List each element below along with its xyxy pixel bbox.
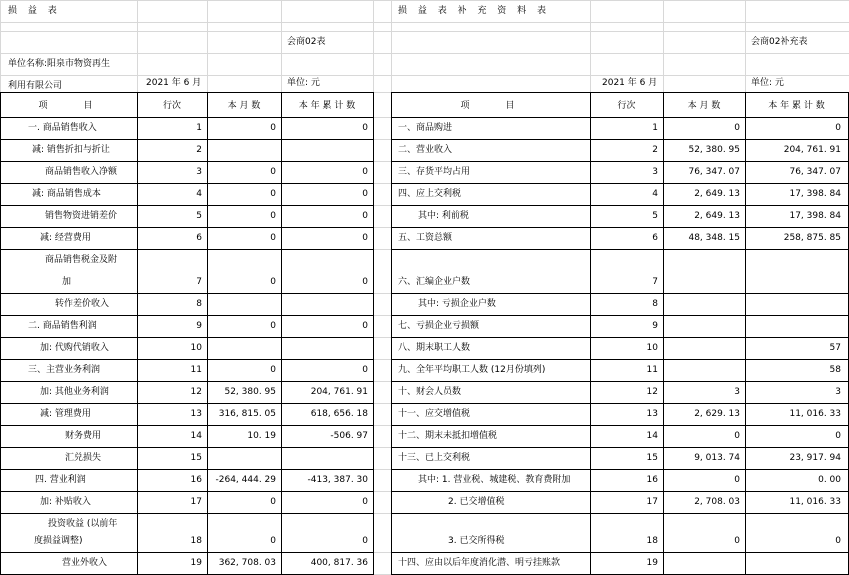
table-border bbox=[373, 92, 374, 574]
left-row-line-no: 10 bbox=[190, 343, 202, 353]
left-row-month: 0 bbox=[270, 536, 276, 546]
left-row-item-cont: 加 bbox=[62, 277, 72, 287]
left-header-month: 本 月 数 bbox=[227, 101, 261, 111]
left-row-item: 加: 补贴收入 bbox=[40, 497, 91, 507]
left-row-month: 0 bbox=[270, 233, 276, 243]
right-row-item: 七、亏损企业亏损额 bbox=[398, 321, 480, 331]
right-row-month bbox=[663, 271, 740, 293]
left-row-item: 营业外收入 bbox=[62, 558, 108, 568]
gridline-row bbox=[0, 22, 849, 23]
left-row-item: 四. 营业利润 bbox=[35, 475, 86, 485]
right-row-line-no: 6 bbox=[652, 233, 658, 243]
left-row-ytd: 0 bbox=[362, 536, 368, 546]
right-row-ytd: 57 bbox=[829, 343, 841, 353]
right-row-ytd: 0 bbox=[835, 123, 841, 133]
right-row-item: 其中: 利前税 bbox=[418, 211, 469, 221]
gridline-row bbox=[0, 31, 849, 32]
left-row-month: 52, 380. 95 bbox=[224, 387, 276, 397]
left-row-item: 减: 经营费用 bbox=[40, 233, 91, 243]
table-border bbox=[0, 92, 374, 93]
table-border bbox=[391, 513, 849, 514]
right-row-ytd: 204, 761. 91 bbox=[783, 145, 841, 155]
left-row-item: 一. 商品销售收入 bbox=[28, 123, 97, 133]
table-border bbox=[391, 249, 849, 250]
right-row-month bbox=[663, 359, 740, 381]
left-row-line-no: 1 bbox=[196, 123, 202, 133]
right-row-item: 一、商品购进 bbox=[398, 123, 453, 133]
right-row-month: 2, 708. 03 bbox=[694, 497, 740, 507]
table-border bbox=[391, 92, 392, 574]
right-row-item: 四、应上交利税 bbox=[398, 189, 462, 199]
right-row-item: 其中: 亏损企业户数 bbox=[418, 299, 496, 309]
right-row-item: 十、财会人员数 bbox=[398, 387, 462, 397]
right-row-ytd: 23, 917. 94 bbox=[789, 453, 841, 463]
right-row-month: 76, 347. 07 bbox=[688, 167, 740, 177]
left-row-line-no: 15 bbox=[190, 453, 202, 463]
left-row-item: 财务费用 bbox=[65, 431, 102, 441]
left-row-ytd bbox=[281, 447, 368, 469]
left-row-ytd: -506. 97 bbox=[330, 431, 368, 441]
left-header-ytd: 本 年 累 计 数 bbox=[298, 101, 356, 111]
right-row-item: 十四、应由以后年度消化潜、明亏挂账款 bbox=[398, 558, 561, 568]
right-unit: 单位: 元 bbox=[751, 78, 784, 88]
right-row-item: 2. 已交增值税 bbox=[448, 497, 505, 507]
left-row-line-no: 17 bbox=[190, 497, 202, 507]
left-row-ytd: 0 bbox=[362, 365, 368, 375]
left-row-month: 0 bbox=[270, 211, 276, 221]
left-row-month: 0 bbox=[270, 365, 276, 375]
right-row-line-no: 13 bbox=[646, 409, 658, 419]
right-row-ytd bbox=[745, 315, 841, 337]
left-row-line-no: 12 bbox=[190, 387, 202, 397]
right-header-line-no: 行次 bbox=[617, 101, 636, 111]
right-row-ytd: 11, 016. 33 bbox=[789, 497, 841, 507]
right-row-item: 六、汇编企业户数 bbox=[398, 277, 471, 287]
left-row-month: 362, 708. 03 bbox=[218, 558, 276, 568]
left-row-month bbox=[207, 139, 276, 161]
left-header-item: 项 目 bbox=[38, 101, 99, 111]
right-row-ytd: 258, 875. 85 bbox=[783, 233, 841, 243]
left-row-item: 汇兑损失 bbox=[65, 453, 102, 463]
right-header-month: 本 月 数 bbox=[687, 101, 721, 111]
left-row-ytd: 0 bbox=[362, 233, 368, 243]
left-row-month: 0 bbox=[270, 277, 276, 287]
right-row-line-no: 8 bbox=[652, 299, 658, 309]
right-row-month: 0 bbox=[734, 431, 740, 441]
left-row-line-no: 11 bbox=[190, 365, 202, 375]
left-header-line-no: 行次 bbox=[162, 101, 181, 111]
left-row-line-no: 5 bbox=[196, 211, 202, 221]
right-row-line-no: 9 bbox=[652, 321, 658, 331]
left-row-month: -264, 444. 29 bbox=[215, 475, 276, 485]
left-row-ytd: 0 bbox=[362, 497, 368, 507]
right-form-code: 会商02补充表 bbox=[751, 37, 808, 47]
left-row-ytd bbox=[281, 139, 368, 161]
right-row-month bbox=[663, 552, 740, 574]
right-row-line-no: 16 bbox=[646, 475, 658, 485]
right-header-ytd: 本 年 累 计 数 bbox=[768, 101, 825, 111]
right-row-item: 三、存货平均占用 bbox=[398, 167, 471, 177]
left-row-ytd: 0 bbox=[362, 123, 368, 133]
left-form-code: 会商02表 bbox=[287, 37, 326, 47]
left-period: 2021 年 6 月 bbox=[146, 78, 202, 88]
left-table-title: 损 益 表 bbox=[8, 6, 61, 16]
right-row-line-no: 18 bbox=[646, 536, 658, 546]
left-row-line-no: 6 bbox=[196, 233, 202, 243]
right-row-line-no: 5 bbox=[652, 211, 658, 221]
left-row-line-no: 7 bbox=[196, 277, 202, 287]
left-row-month bbox=[207, 337, 276, 359]
right-row-month: 0 bbox=[734, 475, 740, 485]
right-row-month bbox=[663, 315, 740, 337]
left-row-line-no: 8 bbox=[196, 299, 202, 309]
left-row-ytd: 204, 761. 91 bbox=[310, 387, 368, 397]
left-row-month bbox=[207, 293, 276, 315]
left-row-item: 商品销售收入净额 bbox=[45, 167, 118, 177]
right-row-month: 9, 013. 74 bbox=[694, 453, 740, 463]
right-row-line-no: 19 bbox=[646, 558, 658, 568]
left-row-month bbox=[207, 447, 276, 469]
left-row-line-no: 14 bbox=[190, 431, 202, 441]
right-row-item: 九、全年平均职工人数 (12月份填列) bbox=[398, 365, 546, 375]
right-row-line-no: 2 bbox=[652, 145, 658, 155]
right-row-month: 48, 348. 15 bbox=[688, 233, 740, 243]
left-row-item: 二. 商品销售利润 bbox=[28, 321, 97, 331]
left-row-line-no: 19 bbox=[190, 558, 202, 568]
right-header-item: 项 目 bbox=[460, 101, 521, 111]
left-row-month: 0 bbox=[270, 321, 276, 331]
right-row-ytd bbox=[745, 552, 841, 574]
right-row-line-no: 11 bbox=[646, 365, 658, 375]
left-row-item: 三、主营业务利润 bbox=[28, 365, 101, 375]
left-unit: 单位: 元 bbox=[287, 78, 320, 88]
left-row-month: 0 bbox=[270, 123, 276, 133]
table-border bbox=[391, 92, 849, 93]
right-row-ytd: 76, 347. 07 bbox=[789, 167, 841, 177]
left-row-ytd: 0 bbox=[362, 277, 368, 287]
right-row-line-no: 10 bbox=[646, 343, 658, 353]
right-row-ytd: 0 bbox=[835, 431, 841, 441]
right-row-ytd: 11, 016. 33 bbox=[789, 409, 841, 419]
left-row-item: 销售物资进销差价 bbox=[45, 211, 118, 221]
left-row-ytd: 0 bbox=[362, 321, 368, 331]
right-row-item: 十三、已上交利税 bbox=[398, 453, 471, 463]
left-row-line-no: 18 bbox=[190, 536, 202, 546]
right-row-month: 52, 380. 95 bbox=[688, 145, 740, 155]
left-row-ytd: 618, 656. 18 bbox=[310, 409, 368, 419]
left-row-item: 加: 代购代销收入 bbox=[40, 343, 109, 353]
right-row-ytd: 0 bbox=[835, 536, 841, 546]
left-row-month: 316, 815. 05 bbox=[218, 409, 276, 419]
left-row-month: 0 bbox=[270, 189, 276, 199]
left-row-line-no: 3 bbox=[196, 167, 202, 177]
left-row-item: 减: 商品销售成本 bbox=[32, 189, 101, 199]
right-row-line-no: 14 bbox=[646, 431, 658, 441]
right-row-month: 2, 649. 13 bbox=[694, 189, 740, 199]
right-row-item: 3. 已交所得税 bbox=[448, 536, 505, 546]
left-row-item: 加: 其他业务利润 bbox=[40, 387, 109, 397]
right-table-title: 损 益 表 补 充 资 料 表 bbox=[398, 6, 551, 16]
right-row-ytd: 17, 398. 84 bbox=[789, 211, 841, 221]
left-row-ytd: -413, 387. 30 bbox=[307, 475, 368, 485]
right-row-month: 0 bbox=[734, 123, 740, 133]
left-row-line-no: 9 bbox=[196, 321, 202, 331]
left-row-month: 10. 19 bbox=[247, 431, 276, 441]
right-row-item: 八、期末职工人数 bbox=[398, 343, 471, 353]
left-row-ytd: 400, 817. 36 bbox=[310, 558, 368, 568]
left-row-month: 0 bbox=[270, 167, 276, 177]
right-row-month: 3 bbox=[734, 387, 740, 397]
right-row-item: 十一、应交增值税 bbox=[398, 409, 471, 419]
left-row-ytd: 0 bbox=[362, 189, 368, 199]
right-row-ytd: 17, 398. 84 bbox=[789, 189, 841, 199]
right-row-line-no: 17 bbox=[646, 497, 658, 507]
right-row-month: 2, 649. 13 bbox=[694, 211, 740, 221]
right-row-ytd: 0. 00 bbox=[818, 475, 841, 485]
right-row-item: 其中: 1. 营业税、城建税、教育费附加 bbox=[418, 475, 571, 485]
right-row-ytd: 58 bbox=[829, 365, 841, 375]
right-row-line-no: 7 bbox=[652, 277, 658, 287]
right-row-line-no: 15 bbox=[646, 453, 658, 463]
left-row-item-cont: 度损益调整) bbox=[34, 536, 83, 546]
left-row-ytd: 0 bbox=[362, 167, 368, 177]
right-row-item: 二、营业收入 bbox=[398, 145, 453, 155]
left-row-line-no: 2 bbox=[196, 145, 202, 155]
left-row-line-no: 13 bbox=[190, 409, 202, 419]
right-row-ytd bbox=[745, 293, 841, 315]
right-row-month: 2, 629. 13 bbox=[694, 409, 740, 419]
left-row-item: 减: 管理费用 bbox=[40, 409, 91, 419]
left-row-item: 投资收益 (以前年 bbox=[48, 519, 118, 529]
right-row-line-no: 1 bbox=[652, 123, 658, 133]
right-row-item: 十二、期末未抵扣增值税 bbox=[398, 431, 498, 441]
left-row-item: 减: 销售折扣与折让 bbox=[32, 145, 110, 155]
left-row-ytd bbox=[281, 293, 368, 315]
right-row-month bbox=[663, 337, 740, 359]
left-row-month: 0 bbox=[270, 497, 276, 507]
right-row-item: 五、工资总额 bbox=[398, 233, 453, 243]
table-border bbox=[0, 92, 1, 574]
right-row-line-no: 12 bbox=[646, 387, 658, 397]
left-unit-name-1: 单位名称:阳泉市物资再生 bbox=[8, 59, 111, 69]
right-row-month bbox=[663, 293, 740, 315]
left-row-item: 转作差价收入 bbox=[55, 299, 110, 309]
right-period: 2021 年 6 月 bbox=[602, 78, 658, 88]
right-row-line-no: 3 bbox=[652, 167, 658, 177]
left-row-ytd bbox=[281, 337, 368, 359]
right-row-line-no: 4 bbox=[652, 189, 658, 199]
left-row-item: 商品销售税金及附 bbox=[45, 255, 118, 265]
left-row-line-no: 4 bbox=[196, 189, 202, 199]
left-unit-name-2: 利用有限公司 bbox=[8, 81, 63, 91]
right-row-month: 0 bbox=[734, 536, 740, 546]
right-row-ytd bbox=[745, 271, 841, 293]
right-row-ytd: 3 bbox=[835, 387, 841, 397]
left-row-ytd: 0 bbox=[362, 211, 368, 221]
left-row-line-no: 16 bbox=[190, 475, 202, 485]
